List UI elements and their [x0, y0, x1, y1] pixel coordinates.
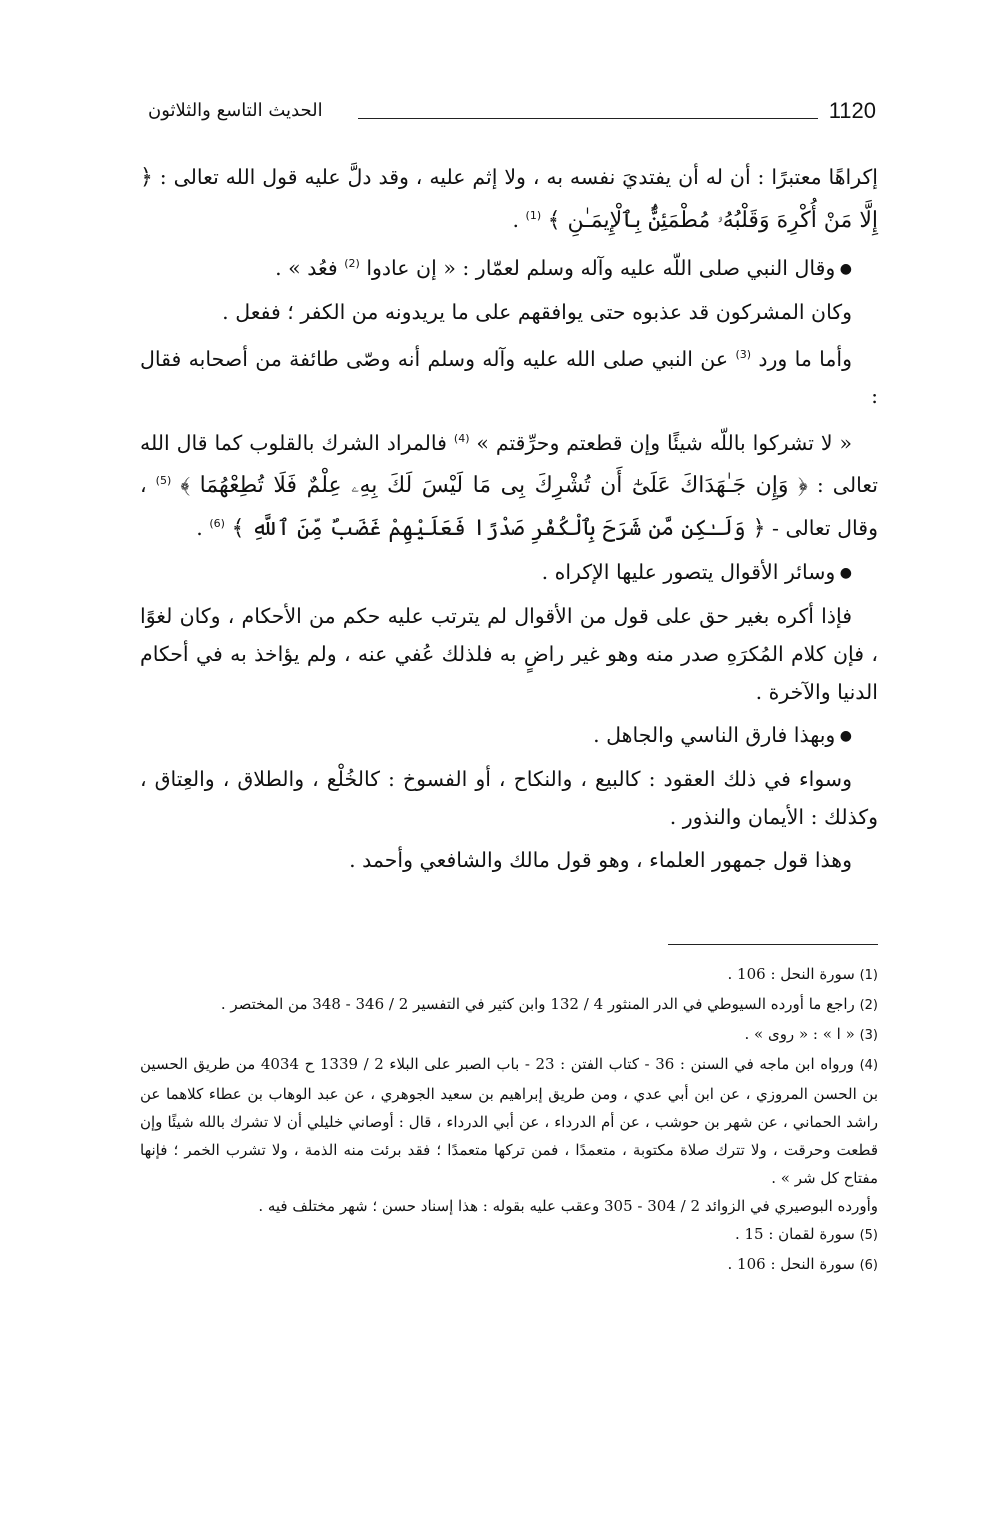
footnote-item	[140, 1020, 878, 1050]
footnote-item	[140, 1192, 878, 1220]
paragraph-text: وكان المشركون قد عذبوه حتى يوافقهم على ما يريدونه من الكفر ؛ ففعل .	[222, 299, 852, 324]
footnote-item	[140, 990, 878, 1020]
paragraph-text: إكراهًا معتبرًا : أن له أن يفتديَ نفسه به ، ولا إثم عليه ، وقد دلَّ عليه قول الله تعالى :	[159, 165, 878, 189]
footnote-item	[140, 1220, 878, 1250]
paragraph-text: .	[196, 515, 203, 540]
footnote-text: راجع ما أورده السيوطي في الدر المنثور 4 / 132 وابن كثير في التفسير 2 / 346 - 348 من المختصر .	[220, 995, 855, 1013]
footnote-text: « ا » : « روى » .	[744, 1025, 855, 1043]
footnote-text: سورة لقمان : 15 .	[734, 1225, 855, 1243]
footnote-item	[140, 1250, 878, 1280]
footnote-ref[interactable]: (5)	[155, 474, 172, 488]
footnote-ref[interactable]: (4)	[453, 432, 470, 446]
paragraph-text: وسائر الأقوال يتصور عليها الإكراه .	[541, 559, 836, 584]
quran-verse: ﴿ وَإِن جَـٰهَدَاكَ عَلَىٰٓ أَن تُشْرِكَ بِى مَا لَيْسَ لَكَ بِهِۦ عِلْمٌ فَلَا تُطِعْهُمَا ﴾	[180, 473, 808, 499]
paragraph-text: وبهذا فارق الناسي والجاهل .	[593, 722, 836, 747]
footnote-number: (6)	[859, 1258, 878, 1273]
paragraph-text: فإذا أكره بغير حق على قول من الأقوال لم يترتب عليه حكم من الأحكام ، وكان لغوًا ، فإن كلام المُكرَهِ صدر منه وهو غير راضٍ به فلذلك عُفي عنه ، ولم يؤاخذ به في أحكام الدنيا والآخرة .	[140, 603, 878, 704]
quran-verse: ﴿ إِلَّا مَنْ أُكْرِهَ وَقَلْبُهُۥ مُطْمَئِنٌّۢ بِٱلْإِيمَـٰنِ ﴾	[140, 165, 878, 233]
footnote-item	[140, 960, 878, 990]
footnote-number: (1)	[859, 968, 878, 983]
footnote-ref[interactable]: (3)	[735, 347, 752, 361]
footnote-number: (5)	[859, 1228, 878, 1243]
running-title: الحديث التاسع والثلاثون	[148, 100, 323, 121]
header-rule	[358, 118, 818, 119]
footnote-item	[140, 1050, 878, 1192]
footnotes	[140, 960, 878, 1280]
page-number: 1120	[828, 98, 876, 123]
footnote-text: سورة النحل : 106 .	[727, 965, 855, 983]
footnote-number: (2)	[859, 998, 878, 1013]
footnote-text: سورة النحل : 106 .	[727, 1255, 855, 1273]
paragraph	[140, 841, 878, 879]
paragraph-text: فالمراد الشرك بالقلوب كما قال الله تعالى :	[140, 431, 878, 498]
footnote-number: (3)	[859, 1028, 878, 1043]
paragraph	[140, 760, 878, 836]
footnote-ref[interactable]: (1)	[525, 209, 542, 222]
paragraph-text: عن النبي صلى الله عليه وآله وسلم أنه وصّى طائفة من أصحابه فقال :	[140, 346, 878, 409]
footnote-text: وأورده البوصيري في الزوائد 2 / 304 - 305 وعقب عليه بقوله : هذا إسناد حسن ؛ شهر مختلف فيه .	[258, 1197, 878, 1215]
bullet-paragraph	[140, 716, 878, 755]
paragraph	[140, 336, 878, 416]
paragraph-text: وأما ما ورد	[758, 346, 852, 371]
paragraph-text: « لا تشركوا باللّه شيئًا وإن قطعتم وحرِّقتم »	[476, 431, 852, 456]
paragraph	[140, 420, 878, 547]
main-text	[140, 158, 878, 884]
footnote-separator	[668, 944, 878, 945]
bullet-paragraph	[140, 245, 878, 288]
paragraph-text: ، وقال تعالى -	[140, 473, 878, 540]
paragraph	[140, 597, 878, 711]
paragraph	[140, 293, 878, 331]
footnote-ref[interactable]: (2)	[344, 256, 360, 270]
footnote-text: ورواه ابن ماجه في السنن : 36 - كتاب الفتن : 23 - باب الصبر على البلاء 2 / 1339 ح 4034 من طريق الحسين بن الحسن المروزي ، عن ابن أبي عدي ، ومن طريق إبراهيم بن سعيد الجوهري ، عن عبد الوهاب بن عطاء كلاهما عن راشد الحماني ، عن شهر بن حوشب ، عن أم الدرداء ، عن أبي الدرداء ، قال : أوصاني خليلي أن لا تشرك بالله شيئًا وإن قطعت وحرقت ، ولا تترك صلاة مكتوبة ، متعمدًا ، فمن تركها متعمدًا ؛ فقد برئت منه الذمة ، ولا تشرب الخمر ؛ فإنها مفتاح كل شر » .	[140, 1055, 878, 1187]
footnote-number: (4)	[859, 1058, 879, 1073]
bullet-paragraph	[140, 553, 878, 592]
paragraph-text: وهذا قول جمهور العلماء ، وهو قول مالك والشافعي وأحمد .	[349, 847, 852, 872]
paragraph-text: فعُد » .	[275, 255, 338, 280]
footnote-ref[interactable]: (6)	[209, 517, 225, 531]
paragraph-text: وقال النبي صلى اللّه عليه وآله وسلم لعمّار : « إن عادوا	[366, 255, 836, 280]
paragraph: إكراهًا معتبرًا : أن له أن يفتديَ نفسه به ، ولا إثم عليه ، وقد دلَّ عليه قول الله تعالى : ﴿ إِلَّا مَنْ أُكْرِهَ وَقَلْبُهُۥ مُطْمَئِنٌّۢ بِٱلْإِيمَـٰنِ ﴾ $^{(1)}$ .	[140, 165, 878, 233]
page-header	[148, 98, 876, 134]
quran-verse: ﴿ وَلَـٰكِن مَّن شَرَحَ بِٱلْكُفْرِ صَدْرًا فَعَلَيْهِمْ غَضَبٌ مِّنَ ٱللَّهِ ﴾	[231, 515, 766, 541]
paragraph-text: وسواء في ذلك العقود : كالبيع ، والنكاح ، أو الفسوخ : كالخُلْع ، والطلاق ، والعِتاق ، وكذلك : الأيمان والنذور .	[140, 766, 878, 829]
